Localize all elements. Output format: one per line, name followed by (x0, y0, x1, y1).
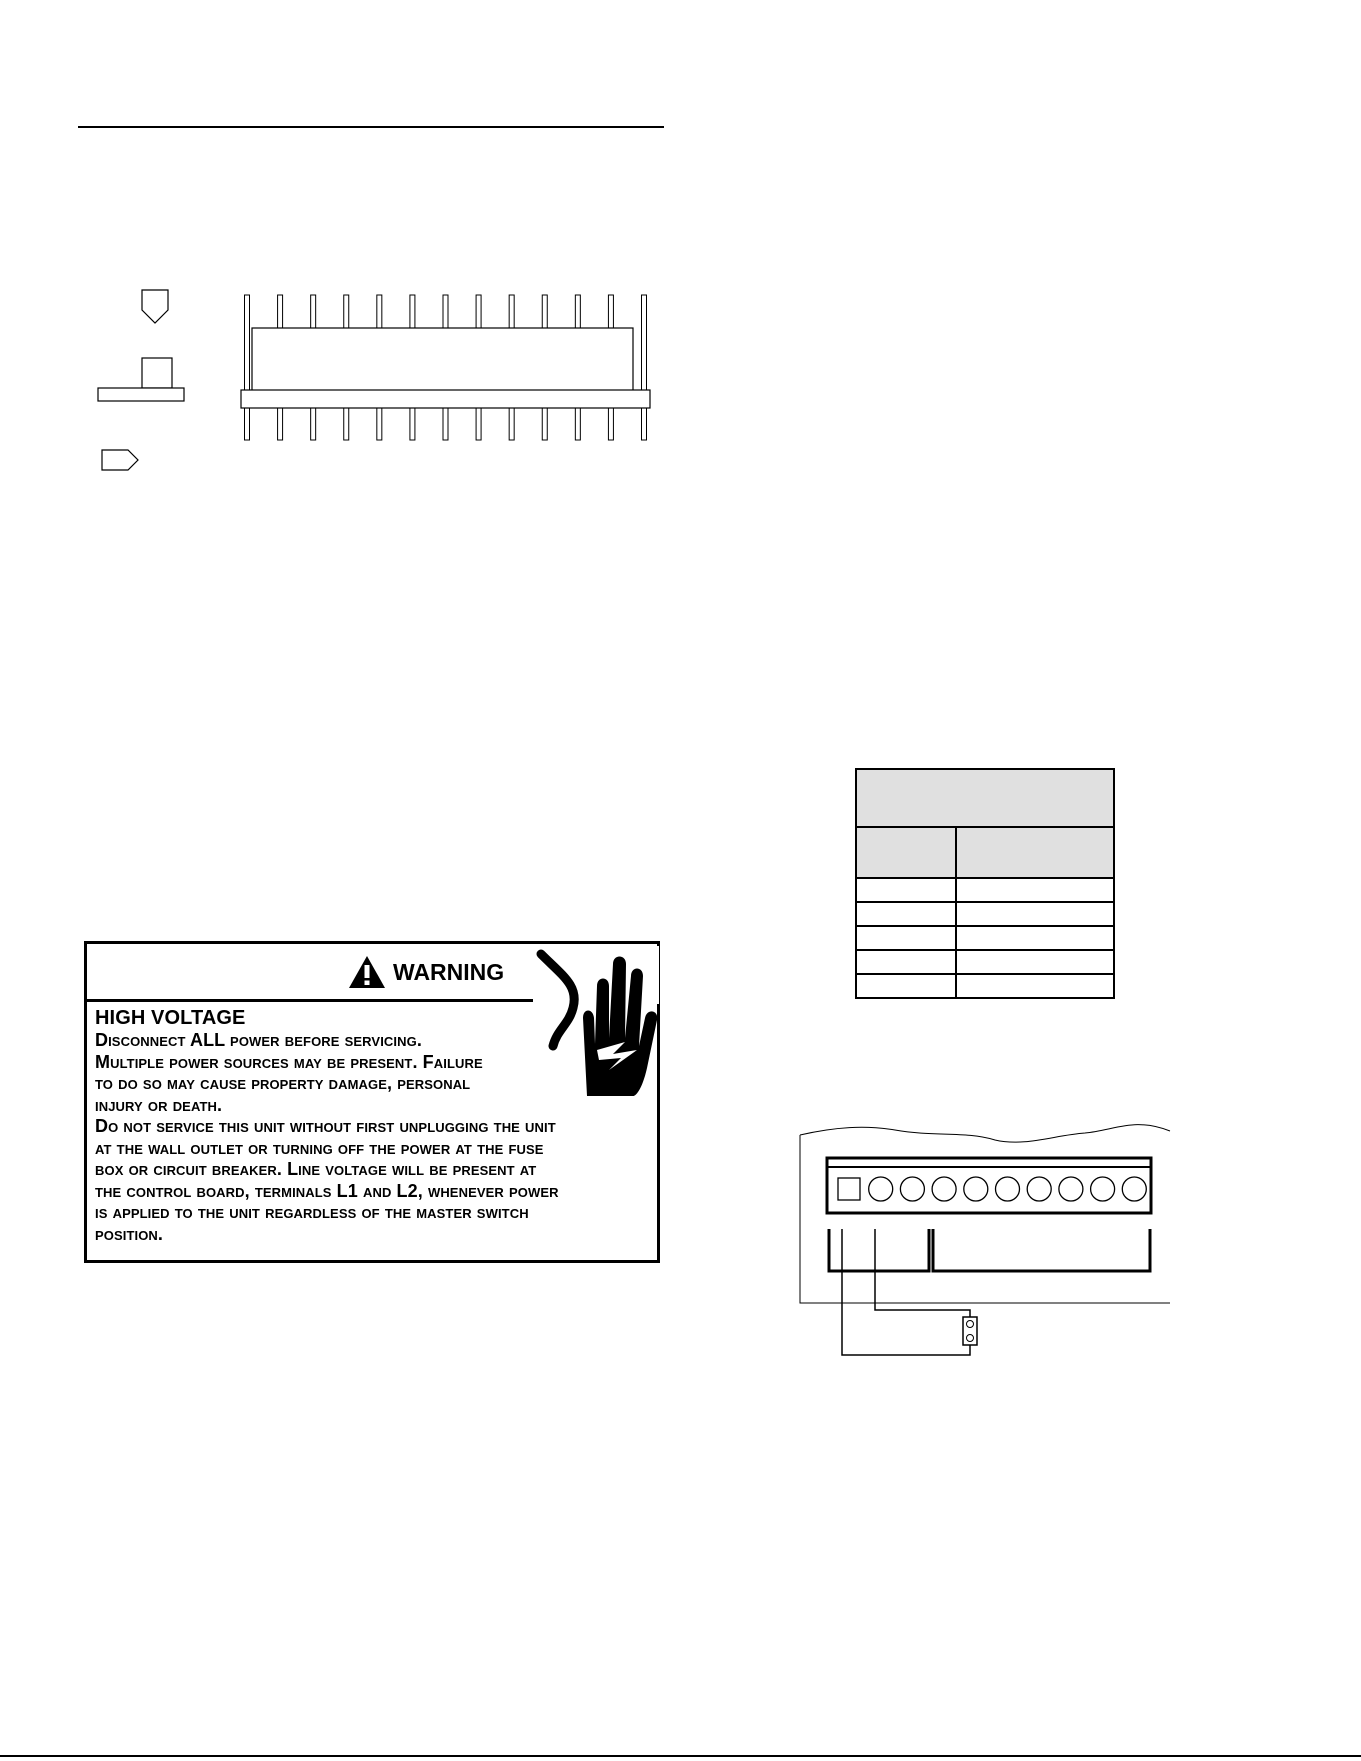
table-row (856, 926, 1114, 950)
warning-line-7: box or circuit breaker. Line voltage will be present at (95, 1159, 537, 1179)
connector-pin-bottom (278, 408, 283, 440)
connector-pin-top (377, 295, 382, 328)
connector-pins (245, 295, 647, 440)
bracket-left (829, 1229, 929, 1271)
table-cell (856, 902, 956, 926)
warning-triangle-icon (347, 954, 387, 990)
connector-pin-top (642, 295, 647, 390)
terminal-screw (1059, 1177, 1083, 1201)
connector-pin-bottom (608, 408, 613, 440)
terminal-screw (1091, 1177, 1115, 1201)
connector-pin-bottom (509, 408, 514, 440)
connector-pin-top (311, 295, 316, 328)
connector-pin-top (509, 295, 514, 328)
footer-rule (0, 1755, 1361, 1757)
connector-pin-bottom (542, 408, 547, 440)
table-cell (856, 926, 956, 950)
table-col1-header (856, 827, 956, 878)
warning-line-4: injury or death. (95, 1094, 223, 1115)
table-cell (856, 878, 956, 902)
terminal-screw (1027, 1177, 1051, 1201)
connector-pin-bottom (642, 408, 647, 440)
warning-line-2: Multiple power sources may be present. Failure (95, 1051, 483, 1072)
connector-pin-bottom (344, 408, 349, 440)
connector-base (241, 390, 650, 408)
table-cell (856, 950, 956, 974)
down-pointer-icon (142, 290, 168, 323)
table-cell (956, 902, 1114, 926)
warning-heading: HIGH VOLTAGE (95, 1007, 246, 1029)
connector-pin-top (278, 295, 283, 328)
warning-line-6: at the wall outlet or turning off the power at the fuse (95, 1137, 544, 1158)
connector-frame (252, 328, 633, 394)
connector-pin-top (410, 295, 415, 328)
terminal-table (855, 768, 1115, 999)
terminal-screw (932, 1177, 956, 1201)
connector-diagram (90, 285, 670, 480)
wire-2 (875, 1229, 970, 1317)
terminal-screw (869, 1177, 893, 1201)
terminal-screw (1122, 1177, 1146, 1201)
terminal-screw (838, 1178, 860, 1200)
table-cell (856, 974, 956, 998)
table-cell (956, 974, 1114, 998)
warning-title (347, 954, 504, 990)
warning-line-8: the control board, terminals L1 and L2, whenever power (95, 1180, 559, 1201)
connector-pin-top (443, 295, 448, 328)
bracket-right (933, 1229, 1150, 1271)
connector-pin-bottom (575, 408, 580, 440)
table-row (856, 974, 1114, 998)
warning-line-5: Do not service this unit without first unplugging the unit (95, 1116, 556, 1136)
connector-pin-top (575, 295, 580, 328)
connector-pin-top (608, 295, 613, 328)
connector-pin-bottom (443, 408, 448, 440)
warning-body (95, 1006, 655, 1245)
header-rule (78, 126, 664, 128)
terminal-screw (996, 1177, 1020, 1201)
connector-pin-top (344, 295, 349, 328)
warning-line-1: Disconnect ALL power before servicing. (95, 1030, 422, 1050)
table-cell (956, 878, 1114, 902)
right-pointer-icon (102, 450, 138, 470)
connector-pin-top (542, 295, 547, 328)
warning-label (84, 941, 660, 1263)
side-view-body (142, 358, 172, 388)
warning-title-text: WARNING (393, 958, 505, 985)
warning-line-10: position. (95, 1223, 164, 1244)
connector-pin-bottom (245, 408, 250, 440)
terminal-screw (964, 1177, 988, 1201)
connector-pin-top (245, 295, 250, 390)
table-col2-header (956, 827, 1114, 878)
side-view-base (98, 388, 184, 401)
connector-pin-top (476, 295, 481, 328)
connector-pin-bottom (377, 408, 382, 440)
terminal-strip-diagram (795, 1095, 1175, 1365)
connector-pin-bottom (410, 408, 415, 440)
table-cell (956, 950, 1114, 974)
connector-pin-bottom (476, 408, 481, 440)
terminal-screw (900, 1177, 924, 1201)
table-row (856, 878, 1114, 902)
table-cell (956, 926, 1114, 950)
table-title-cell (856, 769, 1114, 827)
connector-pin-bottom (311, 408, 316, 440)
table-row (856, 950, 1114, 974)
wire-1 (842, 1229, 970, 1355)
table-row (856, 902, 1114, 926)
warning-line-3: to do so may cause property damage, personal (95, 1073, 471, 1093)
warning-line-9: is applied to the unit regardless of the master switch (95, 1202, 529, 1222)
